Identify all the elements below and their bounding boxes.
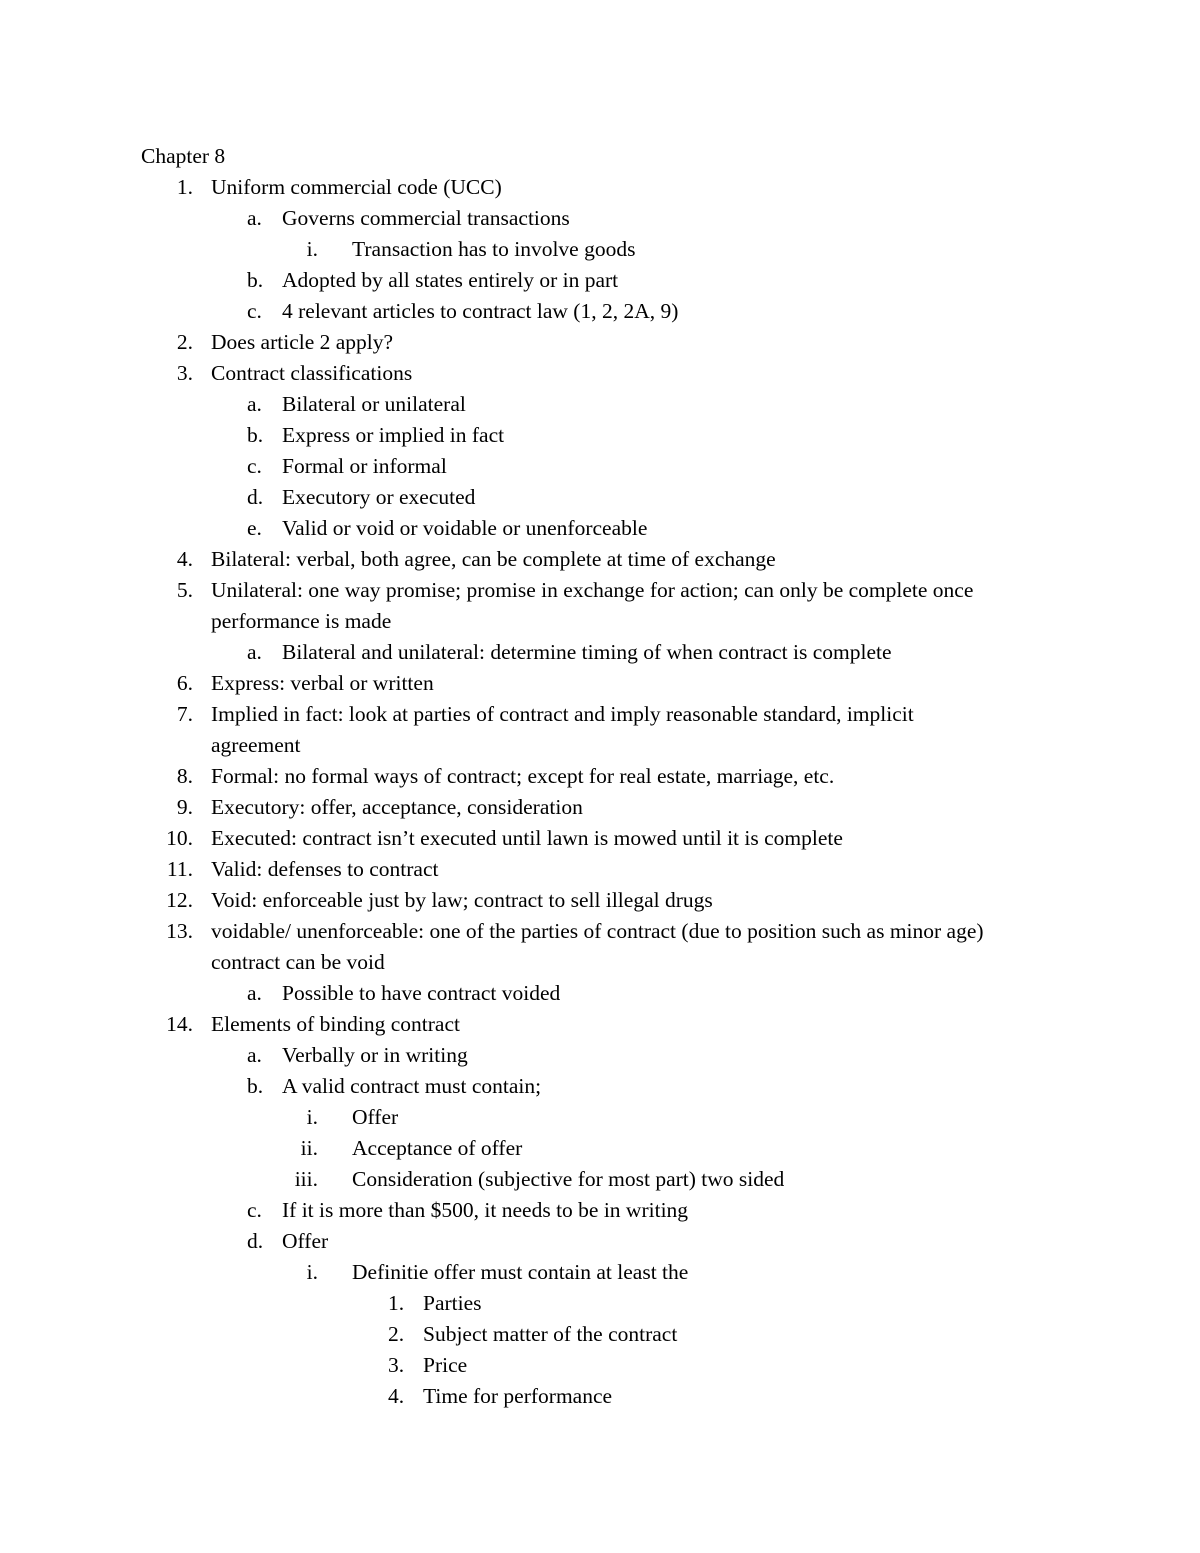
outline-item [0,544,1200,575]
list-marker: c. [247,1198,262,1222]
outline-item [0,792,1200,823]
list-marker: 2. [388,1322,405,1346]
outline-item [0,1071,1200,1102]
list-marker: a. [247,206,262,230]
item-text: Time for performance [423,1384,613,1408]
outline-item [0,668,1200,699]
outline-item [0,761,1200,792]
item-text: A valid contract must contain; [282,1074,542,1098]
item-text: Bilateral and unilateral: determine timing of when contract is complete [282,640,892,664]
list-marker: a. [247,640,262,664]
item-text: Parties [423,1291,482,1315]
item-text: Elements of binding contract [211,1012,460,1036]
item-text: Executed: contract isn’t executed until lawn is mowed until it is complete [211,826,843,850]
list-marker: 11. [166,857,193,881]
list-marker: 12. [166,888,193,912]
item-text: Uniform commercial code (UCC) [211,175,502,199]
outline-item [0,203,1200,234]
item-text: Valid: defenses to contract [211,857,439,881]
document-page [0,141,1200,1412]
item-text: Executory or executed [282,485,476,509]
item-text: Express: verbal or written [211,671,434,695]
item-text: voidable/ unenforceable: one of the parties of contract (due to position such as minor age) [211,919,984,943]
item-text: agreement [211,733,301,757]
list-marker: 7. [176,702,193,726]
item-text: Acceptance of offer [352,1136,523,1160]
outline-item [0,358,1200,389]
outline-item [0,1195,1200,1226]
outline-item [0,1009,1200,1040]
item-text: Chapter 8 [141,144,226,168]
list-marker: d. [247,485,264,509]
outline-item [0,606,1200,637]
item-text: performance is made [211,609,392,633]
item-text: Valid or void or voidable or unenforceable [282,516,648,540]
item-text: Express or implied in fact [282,423,505,447]
outline-item [0,1133,1200,1164]
item-text: Verbally or in writing [282,1043,468,1067]
outline-item [0,513,1200,544]
item-text: Contract classifications [211,361,413,385]
item-text: Bilateral: verbal, both agree, can be complete at time of exchange [211,547,776,571]
item-text: contract can be void [211,950,385,974]
outline-item [0,1164,1200,1195]
list-marker: d. [247,1229,264,1253]
outline-item [0,327,1200,358]
item-text: Possible to have contract voided [282,981,561,1005]
outline-item [0,916,1200,947]
list-marker: 5. [176,578,193,602]
list-marker: 8. [176,764,193,788]
list-marker: ii. [300,1136,318,1160]
outline-item [0,730,1200,761]
list-marker: c. [247,299,262,323]
list-marker: c. [247,454,262,478]
list-marker: 6. [176,671,193,695]
list-marker: 4. [176,547,193,571]
outline-item [0,854,1200,885]
outline-item [0,296,1200,327]
item-text: Transaction has to involve goods [352,237,636,261]
outline-item [0,823,1200,854]
list-marker: b. [247,423,264,447]
outline-item [0,885,1200,916]
list-marker: b. [247,268,264,292]
outline-item [0,947,1200,978]
outline-item [0,1350,1200,1381]
item-text: Offer [282,1229,329,1253]
outline-item [0,420,1200,451]
outline-item [0,1381,1200,1412]
list-marker: i. [306,237,318,261]
outline-item [0,265,1200,296]
list-marker: iii. [294,1167,318,1191]
list-marker: e. [247,516,262,540]
item-text: Definitie offer must contain at least the [352,1260,689,1284]
list-marker: 3. [176,361,193,385]
item-text: Bilateral or unilateral [282,392,466,416]
item-text: Offer [352,1105,399,1129]
list-marker: 4. [388,1384,405,1408]
outline-item [0,389,1200,420]
item-text: Does article 2 apply? [211,330,394,354]
list-marker: 10. [166,826,193,850]
outline-item [0,699,1200,730]
document-heading [0,141,1200,172]
outline-item [0,234,1200,265]
list-marker: 3. [388,1353,405,1377]
outline-item [0,1102,1200,1133]
outline-item [0,482,1200,513]
item-text: Adopted by all states entirely or in part [282,268,619,292]
item-text: Formal or informal [282,454,447,478]
outline-item [0,1040,1200,1071]
list-marker: 14. [166,1012,193,1036]
outline-item [0,1319,1200,1350]
item-text: Void: enforceable just by law; contract to sell illegal drugs [211,888,713,912]
list-marker: a. [247,1043,262,1067]
list-marker: 9. [176,795,193,819]
item-text: 4 relevant articles to contract law (1, 2, 2A, 9) [282,299,679,323]
item-text: Subject matter of the contract [423,1322,678,1346]
outline-item [0,637,1200,668]
item-text: Governs commercial transactions [282,206,570,230]
list-marker: 2. [176,330,193,354]
list-marker: b. [247,1074,264,1098]
item-text: Executory: offer, acceptance, consideration [211,795,583,819]
outline-item [0,1288,1200,1319]
item-text: Consideration (subjective for most part) two sided [352,1167,785,1191]
list-marker: a. [247,392,262,416]
list-marker: 13. [166,919,193,943]
list-marker: 1. [388,1291,405,1315]
item-text: Implied in fact: look at parties of contract and imply reasonable standard, implicit [211,702,914,726]
outline-item [0,1226,1200,1257]
outline-item [0,978,1200,1009]
outline-item [0,575,1200,606]
list-marker: i. [306,1260,318,1284]
list-marker: a. [247,981,262,1005]
list-marker: 1. [176,175,193,199]
outline-item [0,451,1200,482]
list-marker: i. [306,1105,318,1129]
item-text: Unilateral: one way promise; promise in exchange for action; can only be complete once [211,578,974,602]
outline-item [0,172,1200,203]
item-text: Price [423,1353,468,1377]
item-text: If it is more than $500, it needs to be in writing [282,1198,689,1222]
item-text: Formal: no formal ways of contract; except for real estate, marriage, etc. [211,764,835,788]
outline-item [0,1257,1200,1288]
